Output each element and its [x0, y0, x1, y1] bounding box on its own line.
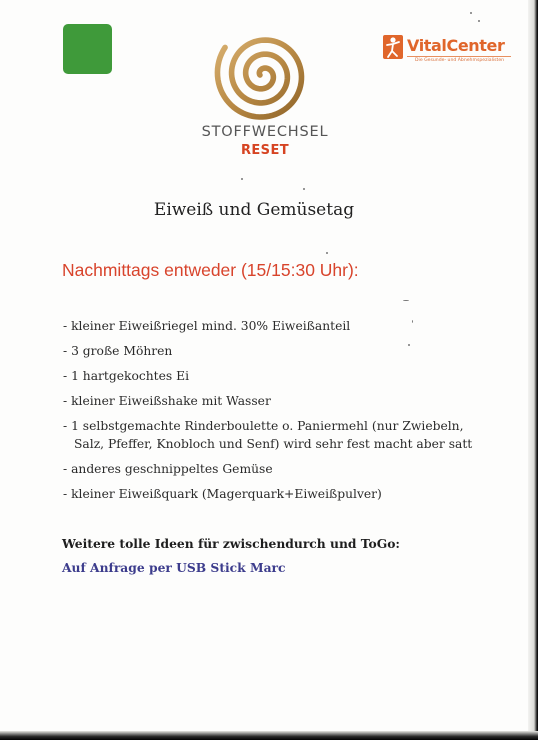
scan-edge-right [528, 0, 538, 740]
list-item-text: - anderes geschnippeltes Gemüse [63, 462, 273, 476]
list-item-text: Salz, Pfeffer, Knobloch und Senf) wird sehr fest macht aber satt [74, 437, 473, 451]
vitalcenter-tagline: Die Gesunde- und Abnehmspezialisten [415, 58, 505, 63]
brand-name: STOFFWECHSEL [201, 124, 329, 140]
scan-speck [408, 344, 410, 346]
vitalcenter-logo [382, 32, 514, 66]
request-note: Auf Anfrage per USB Stick Marc [62, 560, 286, 575]
list-item-text: - 1 selbstgemachte Rinderboulette o. Paniermehl (nur Zwiebeln, [63, 419, 464, 433]
list-item [63, 460, 472, 478]
brand-subname: RESET [240, 143, 289, 158]
list-item-text: - 3 große Möhren [63, 344, 173, 358]
list-item-text: - kleiner Eiweißriegel mind. 30% Eiweißanteil [63, 319, 351, 333]
green-square-logo-icon [63, 24, 112, 74]
list-item-text: - kleiner Eiweißquark (Magerquark+Eiweißpulver) [63, 487, 382, 501]
list-item [63, 342, 472, 360]
list-item [63, 317, 472, 335]
scan-speck [478, 20, 480, 22]
list-item [63, 392, 472, 410]
list-item [63, 417, 472, 453]
scan-speck [403, 300, 409, 301]
scan-speck [303, 188, 305, 190]
scan-edge-bottom [0, 731, 538, 740]
page-title: Eiweiß und Gemüsetag [153, 200, 355, 220]
section-heading: Nachmittags entweder (15/15:30 Uhr): [62, 260, 359, 280]
scan-speck [470, 12, 472, 14]
list-item [63, 367, 472, 385]
gold-spiral-logo-icon [212, 24, 314, 126]
scan-speck [412, 320, 413, 323]
ideas-heading: Weitere tolle Ideen für zwischendurch und ToGo: [62, 536, 400, 551]
scan-speck [326, 252, 328, 254]
list-item [63, 485, 472, 503]
list-item-text: - kleiner Eiweißshake mit Wasser [63, 394, 271, 408]
food-list [63, 317, 472, 510]
vitalcenter-divider [407, 56, 511, 57]
vitalcenter-figure-icon [382, 32, 406, 62]
vitalcenter-name: VitalCenter [407, 36, 505, 55]
list-item-text: - 1 hartgekochtes Ei [63, 369, 190, 383]
scan-speck [241, 178, 243, 180]
